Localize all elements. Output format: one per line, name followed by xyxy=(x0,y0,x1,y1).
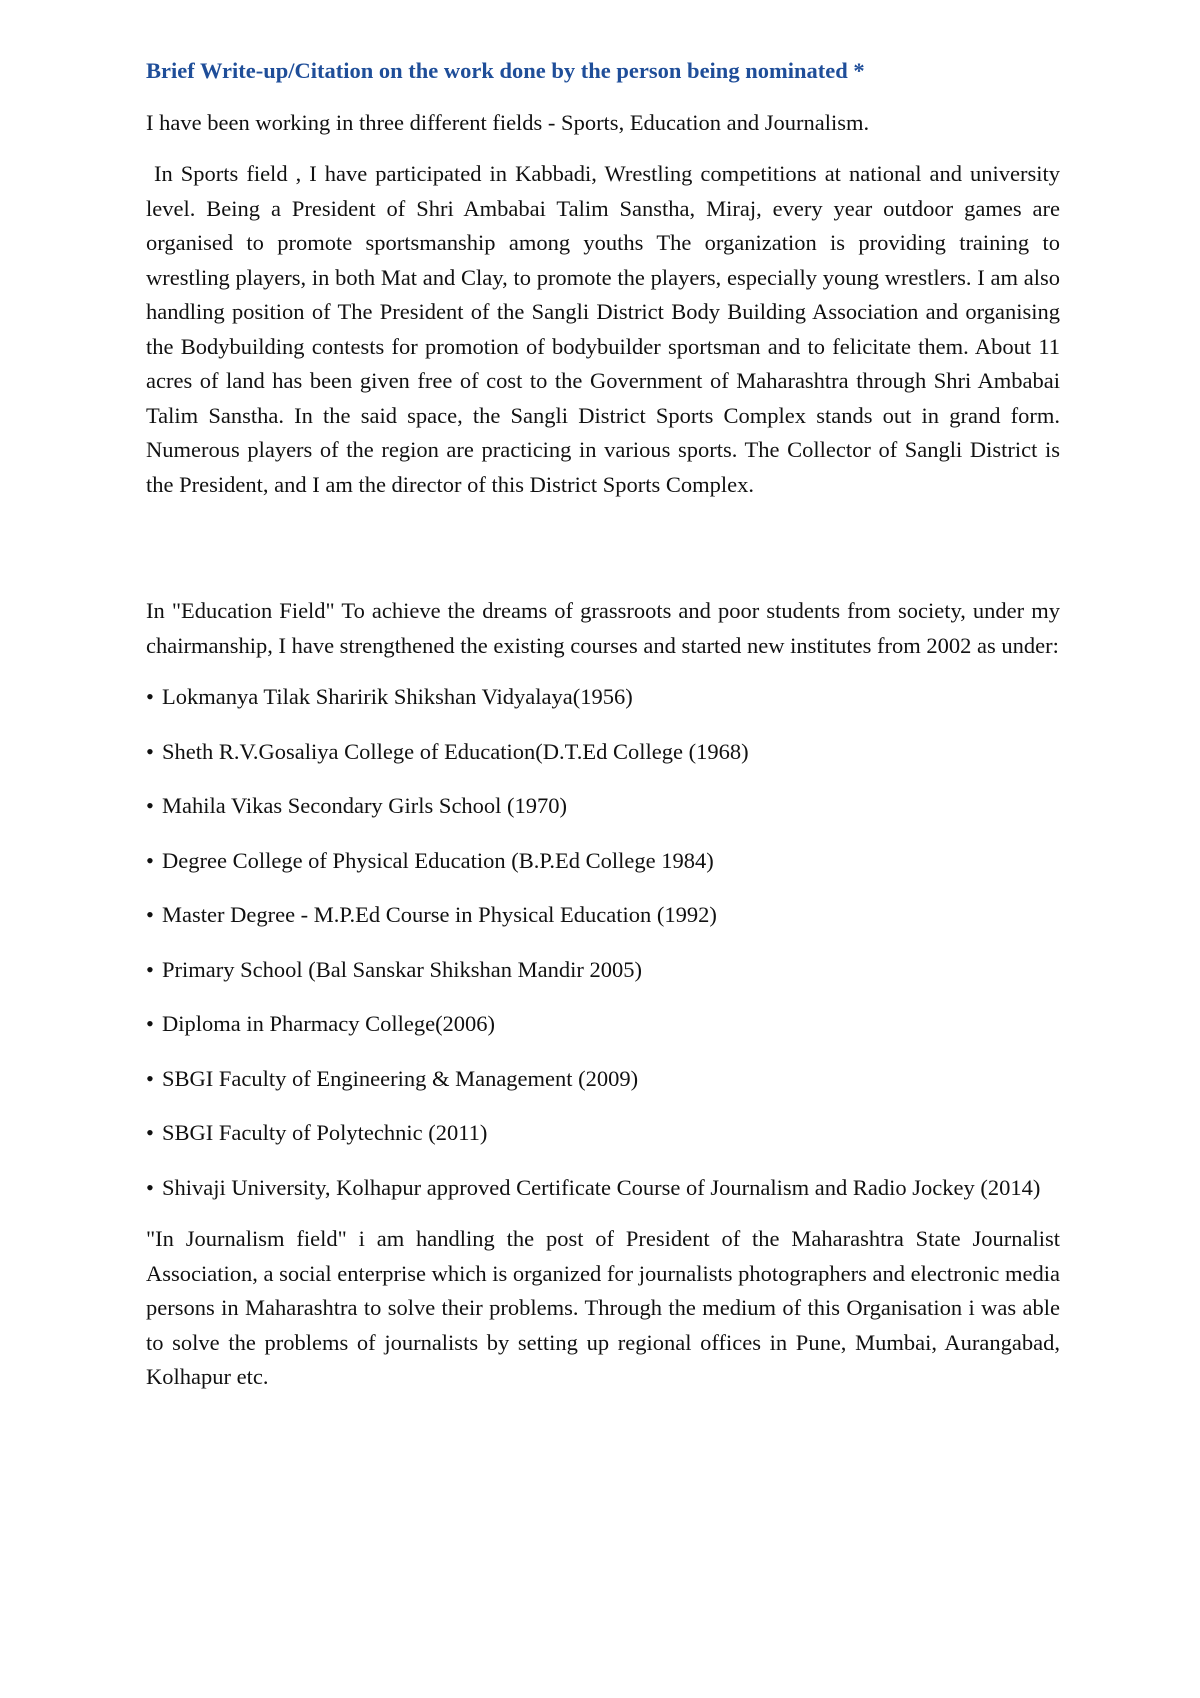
citation-heading: Brief Write-up/Citation on the work done by the person being nominated * xyxy=(146,58,865,83)
list-item-text: Mahila Vikas Secondary Girls School (1970) xyxy=(162,793,568,818)
intro-paragraph: I have been working in three different fields - Sports, Education and Journalism. xyxy=(146,109,870,135)
bullet-icon: • xyxy=(146,1174,154,1200)
list-item xyxy=(146,1062,1060,1097)
education-paragraph: In "Education Field" To achieve the dreams of grassroots and poor students from society, under my chairmanship, I have strengthened the existing courses and started new institutes from 2002 as under: xyxy=(146,598,1060,658)
paragraph-spacer xyxy=(146,519,1060,594)
list-item-text: Lokmanya Tilak Sharirik Shikshan Vidyalaya(1956) xyxy=(162,684,633,709)
bullet-icon: • xyxy=(146,793,154,818)
list-item xyxy=(146,844,1060,879)
bullet-icon: • xyxy=(146,847,154,873)
list-item-text: SBGI Faculty of Engineering & Management (2009) xyxy=(162,1065,639,1091)
bullet-icon: • xyxy=(146,1120,154,1145)
document-body xyxy=(146,54,1060,1412)
bullet-icon: • xyxy=(146,956,154,982)
bullet-icon: • xyxy=(146,902,154,927)
institutes-list xyxy=(146,680,1060,1205)
list-item-text: Degree College of Physical Education (B.P.Ed College 1984) xyxy=(162,847,714,873)
list-item xyxy=(146,680,1060,715)
journalism-paragraph: "In Journalism field" i am handling the post of President of the Maharashtra State Journalist Association, a social enterprise which is organized for journalists photographers and electronic media persons in Maharashtra to solve their problems. Through the medium of this Organisation i was able to solve the problems of journalists by setting up regional offices in Pune, Mumbai, Aurangabad, Kolhapur etc. xyxy=(146,1226,1060,1389)
bullet-icon: • xyxy=(146,1065,154,1091)
bullet-icon: • xyxy=(146,684,154,709)
list-item xyxy=(146,735,1060,770)
list-item-text: Diploma in Pharmacy College(2006) xyxy=(162,1011,496,1036)
list-item xyxy=(146,1007,1060,1042)
list-item-text: Master Degree - M.P.Ed Course in Physical Education (1992) xyxy=(162,902,717,927)
list-item xyxy=(146,1116,1060,1151)
list-item xyxy=(146,898,1060,933)
list-item-text: Sheth R.V.Gosaliya College of Education(D.T.Ed College (1968) xyxy=(162,738,749,764)
list-item-text: SBGI Faculty of Polytechnic (2011) xyxy=(162,1120,488,1145)
bullet-icon: • xyxy=(146,738,154,764)
list-item-text: Shivaji University, Kolhapur approved Certificate Course of Journalism and Radio Jockey (2014) xyxy=(162,1174,1041,1200)
bullet-icon: • xyxy=(146,1011,154,1036)
list-item xyxy=(146,789,1060,824)
list-item xyxy=(146,953,1060,988)
sports-paragraph: In Sports field , I have participated in Kabbadi, Wrestling competitions at national and university level. Being a President of Shri Ambabai Talim Sanstha, Miraj, every year outdoor games are organised to promote sportsmanship among youths The organization is providing training to wrestling players, in both Mat and Clay, to promote the players, especially young wrestlers. I am also handling position of The President of the Sangli District Body Building Association and organising the Bodybuilding contests for promotion of bodybuilder sportsman and to felicitate them. About 11 acres of land has been given free of cost to the Government of Maharashtra through Shri Ambabai Talim Sanstha. In the said space, the Sangli District Sports Complex stands out in grand form. Numerous players of the region are practicing in various sports. The Collector of Sangli District is the President, and I am the director of this District Sports Complex. xyxy=(146,161,1060,497)
list-item xyxy=(146,1171,1060,1206)
list-item-text: Primary School (Bal Sanskar Shikshan Mandir 2005) xyxy=(162,956,642,982)
